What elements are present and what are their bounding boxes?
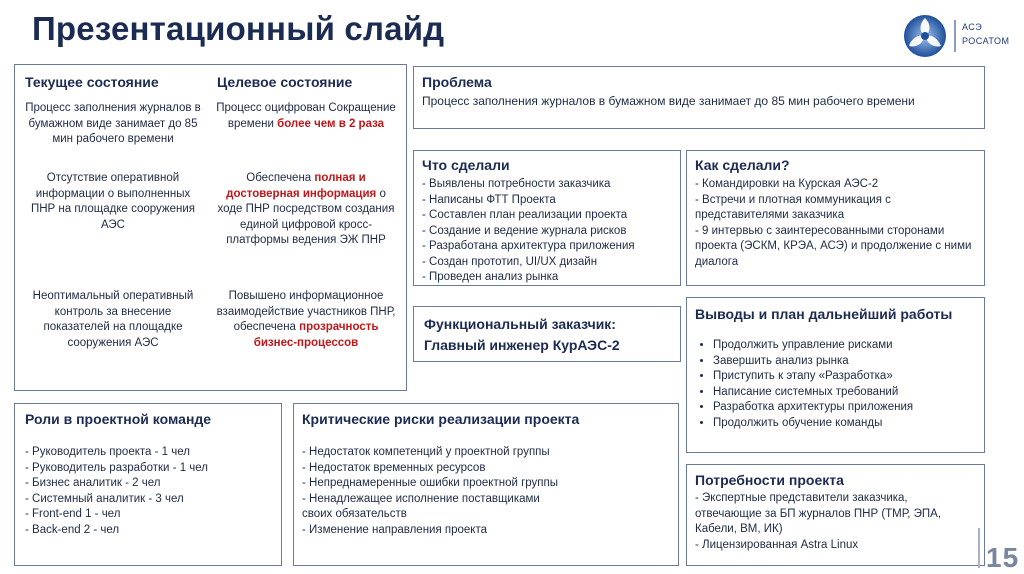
current-state-1: Процесс заполнения журналов в бумажном виде занимает до 85 мин рабочего времени (25, 102, 201, 145)
list-item: - Back-end 2 - чел (25, 523, 120, 536)
how-done-list (695, 177, 975, 270)
current-state-header: Текущее состояние (25, 74, 159, 90)
list-item: - Проведен анализ рынка (422, 271, 559, 283)
list-item: - Составлен план реализации проекта (422, 209, 628, 221)
conclusions-box (686, 297, 985, 453)
target-state-3 (215, 289, 397, 351)
list-item: - Изменение направления проекта (302, 523, 487, 536)
logo-line1: АСЭ (962, 22, 983, 32)
needs-box (686, 464, 985, 566)
list-item: • Продолжить обучение команды (713, 416, 913, 432)
logo-line2: РОСАТОМ (962, 36, 1010, 46)
target-state-1-text: Процесс оцифрован Сокращение времени (216, 102, 396, 130)
target-state-header: Целевое состояние (217, 74, 353, 90)
list-item: - Front-end 1 - чел (25, 508, 121, 520)
list-item: • Написание системных требований (713, 385, 913, 401)
risks-header: Критические риски реализации проекта (302, 411, 580, 427)
problem-header: Проблема (422, 74, 492, 90)
customer-line2: Главный инженер КурАЭС-2 (424, 337, 620, 353)
page-divider (978, 528, 980, 568)
list-item: • Разработка архитектуры приложения (713, 400, 913, 416)
list-item: - Недостаток компетенций у проектной группы (302, 446, 550, 458)
conclusions-list (697, 338, 913, 432)
list-item: - Бизнес аналитик - 2 чел (25, 477, 161, 489)
what-done-header: Что сделали (422, 157, 510, 173)
how-done-box (686, 150, 985, 286)
roles-list (25, 445, 208, 538)
target-state-1-highlight: более чем в 2 раза (277, 117, 385, 130)
list-item: - Создан прототип, UI/UX дизайн (422, 255, 598, 268)
problem-text: Процесс заполнения журналов в бумажном виде занимает до 85 мин рабочего времени (422, 94, 915, 108)
page-number: 15 (986, 542, 1020, 573)
logo-text (962, 20, 1010, 48)
roles-box (14, 403, 282, 566)
list-item: • Приступить к этапу «Разработка» (713, 369, 913, 385)
needs-list (695, 491, 965, 553)
needs-header: Потребности проекта (695, 472, 844, 488)
target-state-2-highlight: полная и достоверная информация (226, 172, 377, 200)
list-item: - Недостаток временных ресурсов (302, 461, 486, 474)
list-item: - Руководитель проекта - 1 чел (25, 446, 190, 458)
list-item: - Лицензированная Astra Linux (695, 538, 859, 551)
list-item: - Ненадлежащее исполнение поставщиками своих обязательств (302, 492, 540, 520)
target-state-1 (215, 101, 397, 132)
list-item: - Руководитель разработки - 1 чел (25, 461, 209, 474)
roles-header: Роли в проектной команде (25, 411, 212, 427)
target-state-2-text: Обеспечена (246, 172, 315, 184)
current-state-2: Отсутствие оперативной информации о выполненных ПНР на площадке сооружения АЭС (30, 172, 196, 231)
how-done-header: Как сделали? (695, 157, 790, 173)
current-state-3: Неоптимальный оперативный контроль за внесение показателей на площадке сооружения АЭС (32, 290, 194, 349)
what-done-list (422, 177, 635, 286)
list-item: - Создание и ведение журнала рисков (422, 224, 627, 237)
list-item: - 9 интервью с заинтересованными сторонами проекта (ЭСКМ, КРЭА, АСЭ) и продолжение с ними диалога (695, 224, 972, 268)
target-state-3-text: Повышено информационное взаимодействие участников ПНР, обеспечена (216, 290, 396, 333)
target-state-3-highlight: прозрачность бизнес-процессов (253, 321, 379, 349)
list-item: • Завершить анализ рынка (713, 354, 913, 370)
state-box (14, 64, 407, 391)
list-item: - Непреднамеренные ошибки проектной группы (302, 477, 559, 489)
list-item: - Разработана архитектура приложения (422, 240, 635, 252)
problem-box (413, 66, 985, 129)
risks-list (302, 445, 572, 538)
customer-box (413, 306, 681, 362)
list-item: - Командировки на Курская АЭС-2 (695, 178, 879, 190)
conclusions-header: Выводы и план дальнейший работы (695, 306, 953, 322)
customer-line1: Функциональный заказчик: (424, 316, 616, 332)
what-done-box (413, 150, 681, 286)
list-item: • Продолжить управление рисками (713, 338, 913, 354)
target-state-2 (215, 171, 397, 249)
target-state-2-text-end: о ходе ПНР посредством создания единой цифровой кросс-платформы ведения ЭЖ ПНР (217, 187, 395, 246)
risks-box (293, 403, 679, 566)
list-item: - Экспертные представители заказчика, отвечающие за БП журналов ПНР (ТМР, ЭПА, Кабели, ВМ, ИК) (695, 492, 942, 535)
slide-title: Презентационный слайд (32, 10, 445, 47)
list-item: - Выявлены потребности заказчика (422, 178, 611, 190)
list-item: - Написаны ФТТ Проекта (422, 193, 556, 206)
list-item: - Встречи и плотная коммуникация с представителями заказчика (695, 193, 891, 221)
list-item: - Системный аналитик - 3 чел (25, 492, 184, 505)
